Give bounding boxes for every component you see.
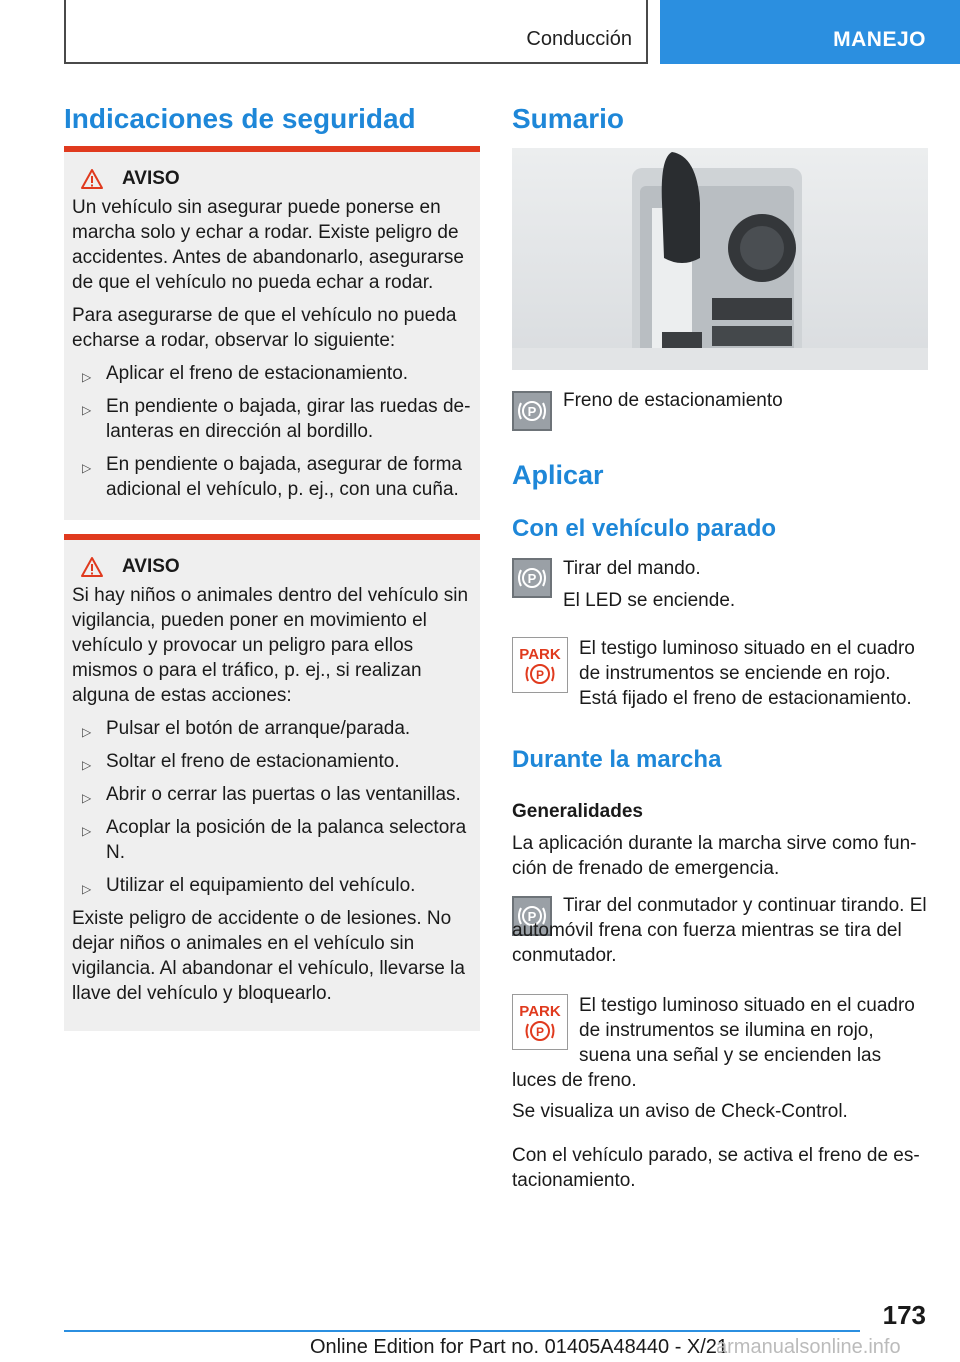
bullet-triangle-icon: ▷: [82, 758, 92, 772]
svg-text:P: P: [527, 571, 537, 586]
list-item: ▷ Pulsar el botón de arranque/parada.: [72, 716, 472, 741]
list-item: ▷ Utilizar el equipamiento del vehículo.: [72, 873, 472, 898]
bullet-triangle-icon: ▷: [82, 370, 92, 384]
bullet-triangle-icon: ▷: [82, 882, 92, 896]
bullet-triangle-icon: ▷: [82, 403, 92, 417]
warning-box-1: [64, 146, 480, 520]
svg-text:PARK: PARK: [519, 1003, 561, 1020]
watermark: armanualsonline.info: [716, 1336, 901, 1358]
warning-1-paragraph-2: Para asegurarse de que el vehículo no pueda echarse a rodar, observar lo siguiente:: [72, 305, 457, 351]
warning-2-list: [72, 716, 472, 898]
list-item: ▷ En pendiente o bajada, girar las ruedas delanteras en dirección al bordillo.: [82, 396, 471, 442]
parking-brake-icon: [512, 558, 552, 598]
marcha-pull-text: Tirar del conmutador y continuar tirando. El automóvil frena con fuerza mientras se tira del conmutador.: [512, 895, 927, 966]
warning-label-1: AVISO: [122, 168, 180, 189]
marcha-park-text: El testigo luminoso situado en el cuadro de instrumentos se ilumina en rojo, suena una señal y se encienden las luces de freno.: [512, 995, 915, 1091]
parado-line-2: El LED se enciende.: [563, 590, 736, 611]
warning-triangle-icon: [80, 168, 104, 190]
check-control-text: Se visualiza un aviso de Check-Control.: [512, 1101, 848, 1122]
bullet-triangle-icon: ▷: [82, 791, 92, 805]
parado-line-1: Tirar del mando.: [563, 558, 701, 579]
svg-text:P: P: [527, 909, 537, 924]
generalidades-text: La aplicación durante la marcha sirve como función de frenado de emergencia.: [512, 833, 917, 879]
parking-brake-icon: [512, 391, 552, 431]
edition-text: Online Edition for Part no. 01405A48440 - X/21: [310, 1336, 729, 1358]
gear-selector-illustration: [512, 148, 928, 370]
warning-2-paragraph-2: Existe peligro de accidente o de lesiones. No dejar niños o animales en el vehículo sin vigilancia. Al abandonar el vehículo, llevarse la llave del vehículo y bloquearlo.: [72, 908, 465, 1004]
section-title: Conducción: [526, 28, 632, 50]
warning-triangle-icon: [80, 556, 104, 578]
warning-1-list: [72, 361, 472, 502]
bullet-triangle-icon: ▷: [82, 725, 92, 739]
chapter-title: MANEJO: [833, 28, 926, 51]
parado-end-text: Con el vehículo parado, se activa el freno de estacionamiento.: [512, 1145, 920, 1191]
list-item: ▷ Acoplar la posición de la palanca selectora N.: [82, 817, 467, 863]
parado-subheading: Con el vehículo parado: [512, 515, 777, 542]
photo-caption: Freno de estacionamiento: [563, 390, 783, 411]
svg-text:P: P: [527, 404, 537, 419]
warning-2-paragraph-1: Si hay niños o animales dentro del vehículo sin vigilancia, pueden poner en movimiento el vehículo y provocar un peligro para ellos mismos o para el tráfico, p. ej., si realizan alguna de estas acciones:: [72, 585, 469, 706]
warning-1-paragraph-1: Un vehículo sin asegurar puede ponerse en marcha solo y echar a rodar. Existe peligro de accidentes. Antes de abandonarlo, asegurarse de que el vehículo no pueda echar a rodar.: [72, 197, 464, 293]
header-chapter-tab: [660, 0, 960, 64]
svg-text:PARK: PARK: [519, 646, 561, 663]
safety-heading: Indicaciones de seguridad: [64, 103, 416, 134]
list-item: ▷ Aplicar el freno de estacionamiento.: [72, 361, 472, 386]
footer-rule: [64, 1330, 860, 1332]
warning-title-2: [72, 554, 472, 579]
bullet-triangle-icon: ▷: [82, 824, 92, 838]
svg-text:P: P: [535, 668, 545, 682]
summary-heading: Sumario: [512, 103, 625, 134]
aplicar-heading: Aplicar: [512, 460, 604, 490]
warning-label-2: AVISO: [122, 556, 180, 577]
header-section-tab: [64, 0, 648, 64]
center-console-photo: [512, 148, 928, 370]
warning-title-1: [72, 166, 472, 191]
list-item: ▷ En pendiente o bajada, asegurar de forma adicional el vehículo, p. ej., con una cuña.: [82, 454, 462, 500]
parado-park-text: El testigo luminoso situado en el cuadro de instrumentos se enciende en rojo. Está fijado el freno de estacionamiento.: [579, 638, 915, 709]
generalidades-heading: Generalidades: [512, 801, 643, 822]
warning-box-2: [64, 534, 480, 1031]
park-indicator-icon: [512, 637, 568, 693]
svg-text:P: P: [535, 1025, 545, 1039]
bullet-triangle-icon: ▷: [82, 461, 92, 475]
list-item: ▷ Soltar el freno de estacionamiento.: [72, 749, 472, 774]
list-item: ▷ Abrir o cerrar las puertas o las ventanillas.: [72, 782, 472, 807]
page-number: 173: [882, 1300, 926, 1330]
marcha-subheading: Durante la marcha: [512, 746, 722, 773]
